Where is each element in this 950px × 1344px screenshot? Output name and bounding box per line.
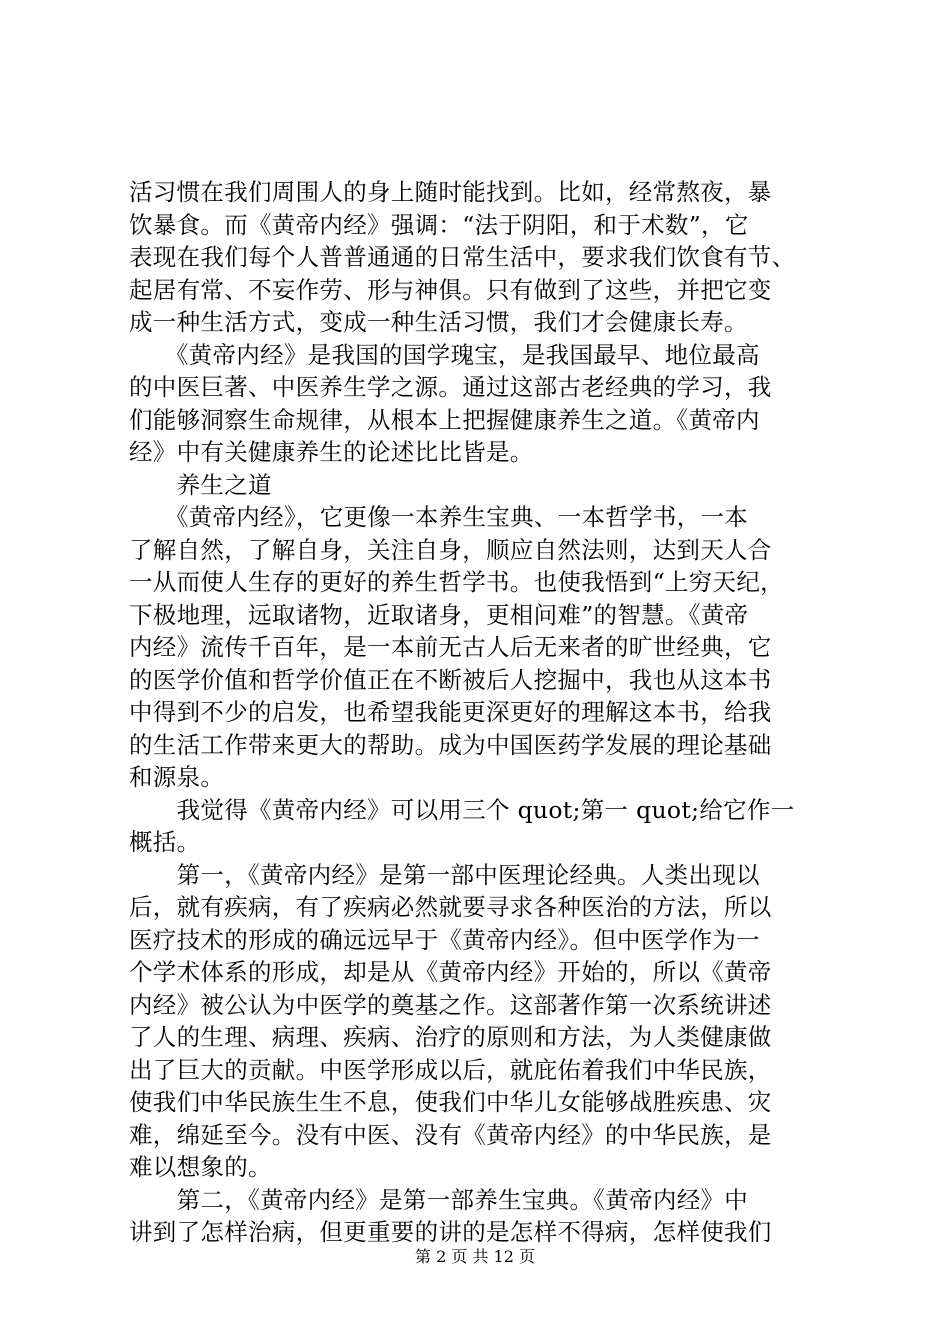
text-line: 的生活工作带来更大的帮助。成为中国医药学发展的理论基础 [129, 730, 772, 759]
text-line: 一从而使人生存的更好的养生哲学书。也使我悟到“上穷天纪， [129, 568, 784, 596]
text-line: 下极地理，远取诸物，近取诸身，更相问难”的智慧。《黄帝 [129, 600, 749, 629]
text-line: 难，绵延至今。没有中医、没有《黄帝内经》的中华民族，是 [129, 1120, 772, 1149]
text-line: 饮暴食。而《黄帝内经》强调：“法于阴阳，和于术数”，它 [129, 210, 749, 239]
text-line: 使我们中华民族生生不息，使我们中华儿女能够战胜疾患、灾 [129, 1088, 772, 1116]
text-line: 后，就有疾病，有了疾病必然就要寻求各种医治的方法，所以 [129, 893, 772, 921]
page-footer: 第 2 页 共 12 页 [415, 1247, 535, 1266]
text-line: 《黄帝内经》，它更像一本养生宝典、一本哲学书，一本 [129, 503, 749, 531]
text-line: 经》中有关健康养生的论述比比皆是。 [129, 438, 534, 466]
text-line: 第一，《黄帝内经》是第一部中医理论经典。人类出现以 [129, 860, 760, 889]
text-line: 成一种生活方式，变成一种生活习惯，我们才会健康长寿。 [129, 308, 748, 336]
text-line: 内经》被公认为中医学的奠基之作。这部著作第一次系统讲述 [129, 990, 772, 1019]
text-line: 我觉得《黄帝内经》可以用三个 quot;第一 quot;给它作一 [129, 795, 795, 824]
text-line: 活习惯在我们周围人的身上随时能找到。比如，经常熬夜，暴 [129, 178, 772, 206]
text-line: 的中医巨著、中医养生学之源。通过这部古老经典的学习，我 [129, 373, 772, 401]
text-line: 了解自然，了解自身，关注自身，顺应自然法则，达到天人合 [129, 535, 772, 564]
text-line: 表现在我们每个人普普通通的日常生活中，要求我们饮食有节、 [129, 243, 796, 271]
text-line: 内经》流传千百年，是一本前无古人后无来者的旷世经典，它 [129, 633, 772, 661]
document-body [129, 176, 837, 1249]
text-line: 医疗技术的形成的确远远早于《黄帝内经》。但中医学作为一 [129, 925, 760, 954]
text-line: 中得到不少的启发，也希望我能更深更好的理解这本书，给我 [129, 698, 772, 726]
text-line: 起居有常、不妄作劳、形与神俱。只有做到了这些，并把它变 [129, 275, 772, 304]
text-line: 概括。 [129, 828, 201, 856]
text-line: 们能够洞察生命规律，从根本上把握健康养生之道。《黄帝内 [129, 405, 760, 434]
text-line: 出了巨大的贡献。中医学形成以后，就庇佑着我们中华民族， [129, 1055, 772, 1084]
text-line: 讲到了怎样治病，但更重要的讲的是怎样不得病，怎样使我们 [129, 1218, 772, 1246]
text-line: 《黄帝内经》是我国的国学瑰宝，是我国最早、地位最高 [129, 340, 760, 369]
text-line: 难以想象的。 [129, 1153, 272, 1181]
text-line: 和源泉。 [129, 763, 225, 791]
text-line: 了人的生理、病理、疾病、治疗的原则和方法，为人类健康做 [129, 1023, 772, 1051]
text-line: 个学术体系的形成，却是从《黄帝内经》开始的，所以《黄帝 [129, 958, 772, 986]
text-line: 养生之道 [129, 470, 272, 499]
text-line: 第二，《黄帝内经》是第一部养生宝典。《黄帝内经》中 [129, 1185, 749, 1214]
text-line: 的医学价值和哲学价值正在不断被后人挖掘中，我也从这本书 [129, 665, 772, 694]
